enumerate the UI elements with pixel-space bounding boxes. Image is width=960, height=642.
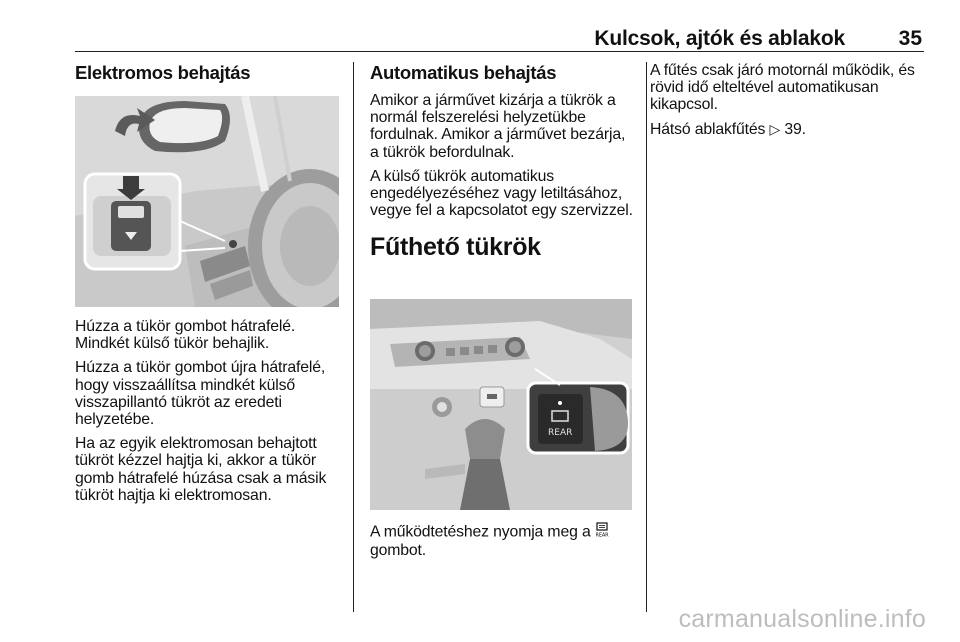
page-number: 35 [898,27,922,50]
paragraph: Húzza a tükör gombot hátrafelé. Mindkét külső tükör behajlik. [75,318,296,353]
caption-text-end: gombot. [370,542,427,560]
column-divider-2 [646,62,647,612]
paragraph: Ha az egyik elektromosan behajtott tükröt kézzel hajtja ki, akkor a tükör gomb hátrafelé húzása csak a másik tükröt hajtja ki elektromosan. [75,435,327,504]
column-left [75,62,340,84]
watermark: carmanualsonline.info [678,605,926,633]
reference-page-link[interactable]: 39. [784,120,806,138]
paragraph: Húzza a tükör gombot újra hátrafelé, hogy visszaállítsa mindkét külső visszapillantó tükröt az eredeti helyzetébe. [75,359,326,429]
column-left-body [75,318,345,504]
heated-mirror-instruction [370,522,635,559]
column-middle [370,62,633,262]
rear-label: REAR [595,532,609,538]
section-heading-auto-fold: Automatikus behajtás [370,62,557,83]
column-middle-caption [370,522,635,559]
chapter-title: Kulcsok, ajtók és ablakok [594,27,845,50]
heated-mirror-console-illustration [370,299,632,510]
header-rule [75,51,924,52]
svg-text:REAR: REAR [548,428,573,438]
column-right [650,62,930,138]
reference-text: Hátsó ablakfűtés [650,120,766,138]
page-reference-arrow-icon: ▷ [769,120,781,137]
section-heading-heated-mirrors: Fűthető tükrök [370,233,541,262]
paragraph: A külső tükrök automatikus engedélyezéséhez vagy letiltásához, vegye fel a kapcsolatot egy szervizzel. [370,167,633,220]
rear-defrost-icon [595,522,609,542]
paragraph: A fűtés csak járó motornál működik, és rövid idő elteltével automatikusan kikapcsol. [650,62,915,114]
section-heading-electric-fold: Elektromos behajtás [75,62,251,83]
caption-text: A működtetéshez nyomja meg a [370,523,591,541]
column-divider-1 [353,62,354,612]
cross-reference [650,121,930,138]
page-header [0,0,960,52]
paragraph: Amikor a járművet kizárja a tükrök a normál felszerelési helyzetükbe fordulnak. Amikor a járművet bezárja, a tükrök befordulnak. [370,92,626,161]
mirror-fold-illustration [75,96,339,307]
